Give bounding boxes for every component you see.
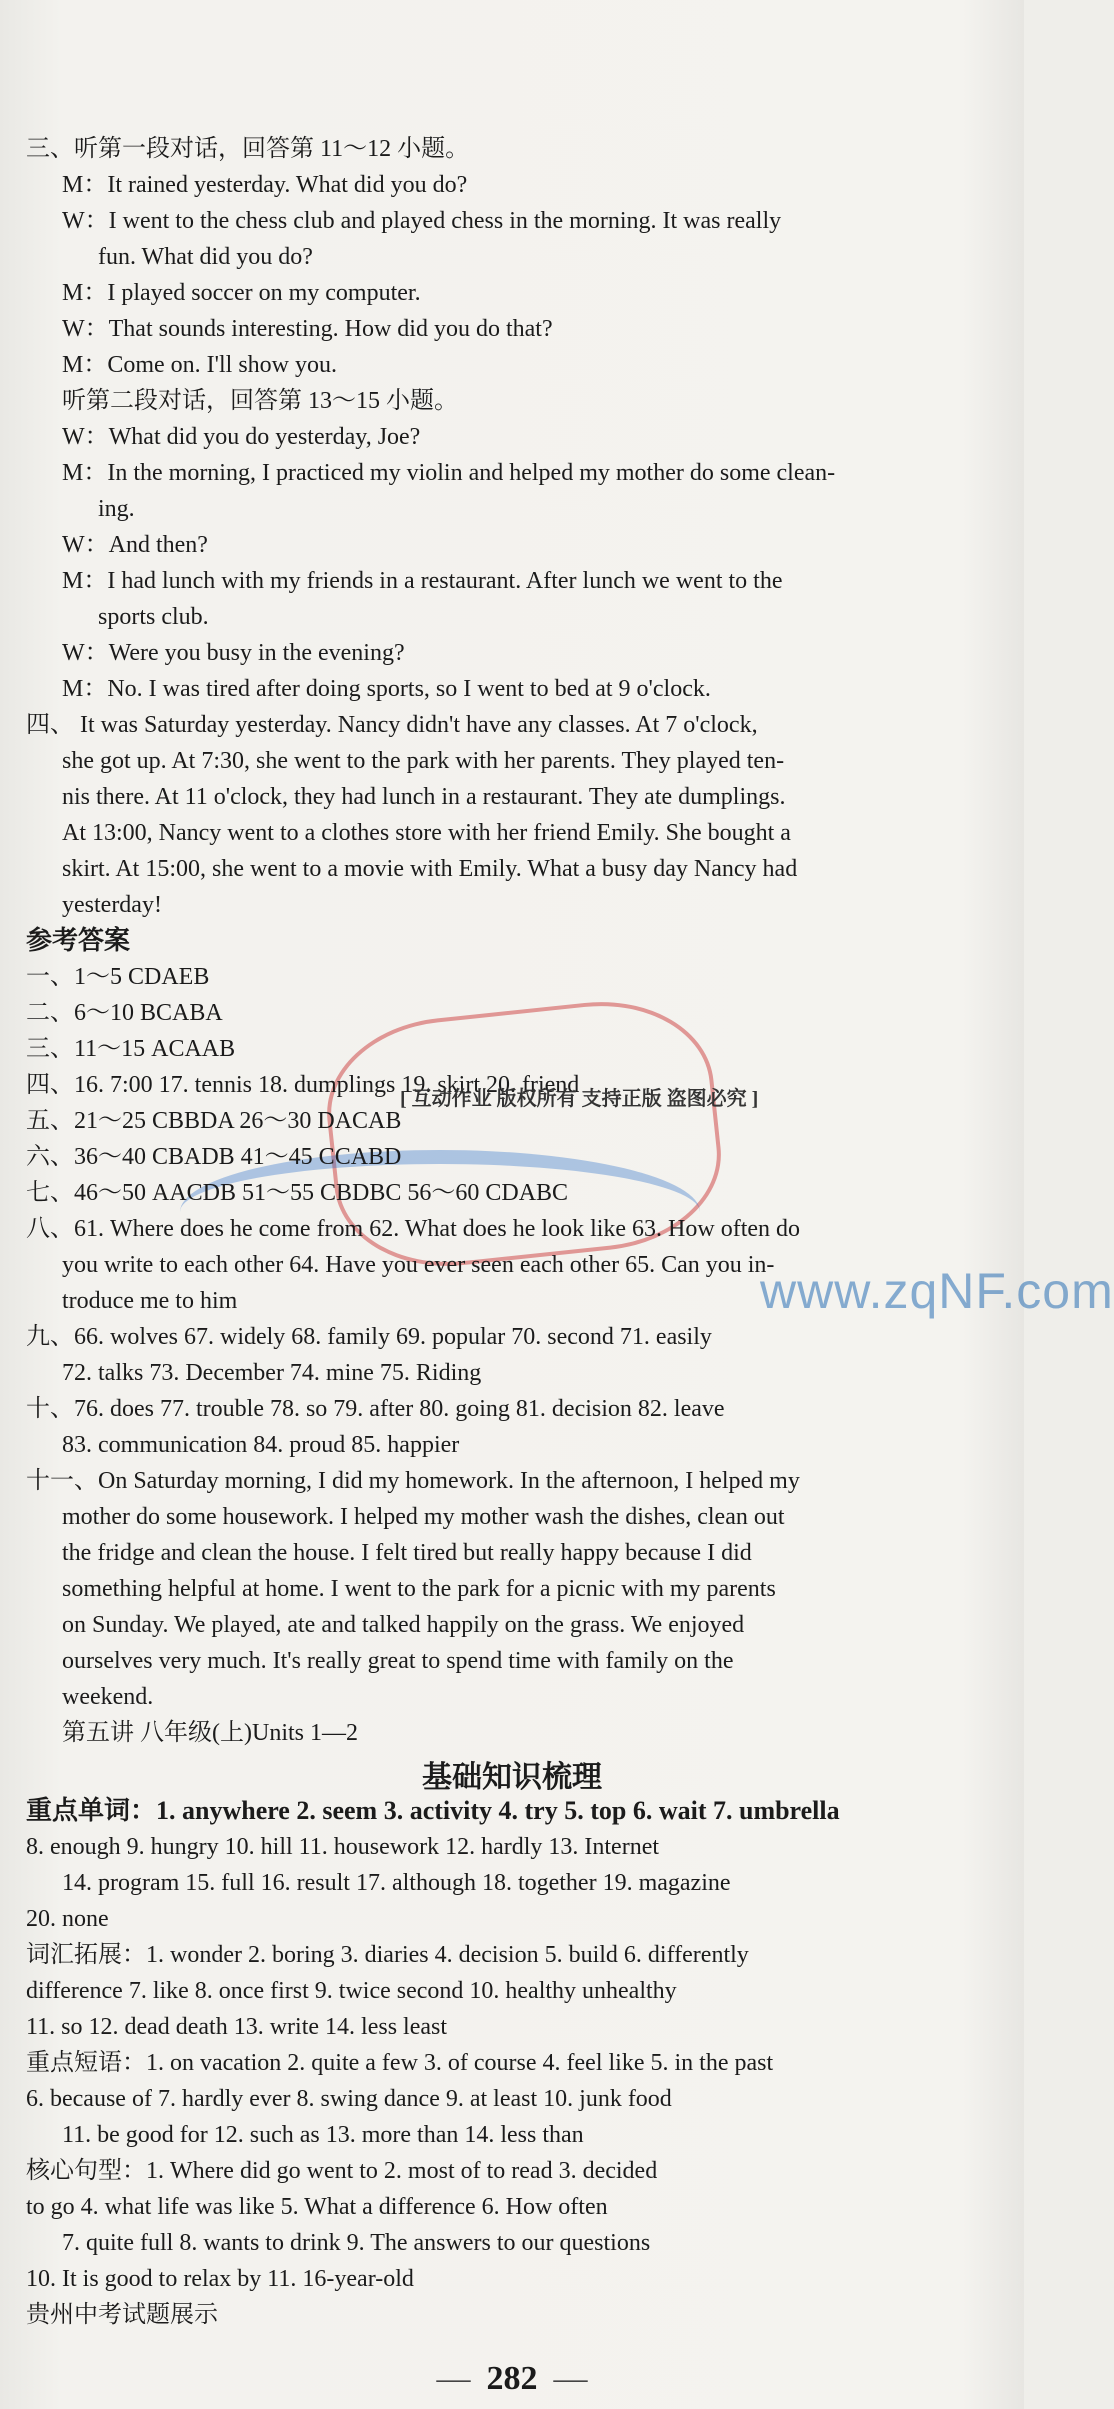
watermark-note: [ 互动作业 版权所有 支持正版 盗图必究 ] xyxy=(400,1088,759,1110)
answer-line: 72. talks 73. December 74. mine 75. Riding xyxy=(62,1360,482,1386)
writing-answer-line: mother do some housework. I helped my mother wash the dishes, clean out xyxy=(62,1504,785,1530)
passage-line: yesterday! xyxy=(62,892,162,918)
vocab-line: 词汇拓展：1. wonder 2. boring 3. diaries 4. decision 5. build 6. differently xyxy=(26,1942,749,1968)
writing-answer-line: the fridge and clean the house. I felt tired but really happy because I did xyxy=(62,1540,752,1566)
sentence-pattern-line: 贵州中考试题展示 xyxy=(26,2302,218,2328)
dialogue-line: M：I played soccer on my computer. xyxy=(62,280,421,306)
answer-line: 六、36～40 CBADB 41～45 CCABD xyxy=(26,1144,402,1170)
answer-line: 二、6～10 BCABA xyxy=(26,1000,223,1026)
vocab-line: 重点短语：1. on vacation 2. quite a few 3. of course 4. feel like 5. in the past xyxy=(26,2050,774,2076)
section-four-passage: 四、 It was Saturday yesterday. Nancy didn't have any classes. At 7 o'clock, xyxy=(26,712,758,738)
answer-line: 四、16. 7:00 17. tennis 18. dumplings 19. skirt 20. friend xyxy=(26,1072,580,1098)
dialogue-line: W：And then? xyxy=(62,532,208,558)
sentence-pattern-line: to go 4. what life was like 5. What a difference 6. How often xyxy=(26,2194,608,2220)
sentence-pattern-line: 7. quite full 8. wants to drink 9. The answers to our questions xyxy=(62,2230,651,2256)
answer-line: 五、21～25 CBBDA 26～30 DACAB xyxy=(26,1108,402,1134)
vocab-line: 8. enough 9. hungry 10. hill 11. housework 12. hardly 13. Internet xyxy=(26,1834,660,1860)
writing-answer-line: something helpful at home. I went to the park for a picnic with my parents xyxy=(62,1576,776,1602)
dialogue-line: ing. xyxy=(98,496,135,522)
writing-answer-line: 第五讲 八年级(上)Units 1—2 xyxy=(62,1720,358,1746)
section-heading: 重点单词：1. anywhere 2. seem 3. activity 4. try 5. top 6. wait 7. umbrella xyxy=(26,1796,840,1825)
dialogue-line: W：Were you busy in the evening? xyxy=(62,640,405,666)
dialogue-line: M：I had lunch with my friends in a restaurant. After lunch we went to the xyxy=(62,568,783,594)
second-dialogue-instruction: 听第二段对话，回答第 13～15 小题。 xyxy=(62,388,458,414)
writing-answer-line: ourselves very much. It's really great to spend time with family on the xyxy=(62,1648,734,1674)
answer-line: troduce me to him xyxy=(62,1288,238,1314)
answer-line: 九、66. wolves 67. widely 68. family 69. popular 70. second 71. easily xyxy=(26,1324,712,1350)
dialogue-line: W：I went to the chess club and played chess in the morning. It was really xyxy=(62,208,782,234)
answer-line: 十、76. does 77. trouble 78. so 79. after 80. going 81. decision 82. leave xyxy=(26,1396,725,1422)
vocab-line: 14. program 15. full 16. result 17. although 18. together 19. magazine xyxy=(62,1870,731,1896)
passage-line: she got up. At 7:30, she went to the park with her parents. They played ten- xyxy=(62,748,785,774)
page-number xyxy=(0,2360,1024,2398)
passage-line: skirt. At 15:00, she went to a movie with Emily. What a busy day Nancy had xyxy=(62,856,798,882)
dialogue-line: M：Come on. I'll show you. xyxy=(62,352,337,378)
dialogue-line: sports club. xyxy=(98,604,209,630)
answer-line: 一、1～5 CDAEB xyxy=(26,964,210,990)
vocab-line: difference 7. like 8. once first 9. twice second 10. healthy unhealthy xyxy=(26,1978,677,2004)
section-three-instruction: 三、听第一段对话，回答第 11～12 小题。 xyxy=(26,136,470,162)
lesson-title: 基础知识梳理 xyxy=(422,1761,602,1794)
dialogue-line: fun. What did you do? xyxy=(98,244,313,270)
dialogue-line: W：What did you do yesterday, Joe? xyxy=(62,424,421,450)
phrase-line: 6. because of 7. hardly ever 8. swing dance 9. at least 10. junk food xyxy=(26,2086,672,2112)
phrase-line: 核心句型：1. Where did go went to 2. most of to read 3. decided xyxy=(26,2158,658,2184)
dialogue-line: M：It rained yesterday. What did you do? xyxy=(62,172,468,198)
dialogue-line: M：No. I was tired after doing sports, so I went to bed at 9 o'clock. xyxy=(62,676,711,702)
answer-line: 三、11～15 ACAAB xyxy=(26,1036,236,1062)
answer-line: 八、61. Where does he come from 62. What does he look like 63. How often do xyxy=(26,1216,801,1242)
answer-line: 83. communication 84. proud 85. happier xyxy=(62,1432,460,1458)
phrase-line: 11. be good for 12. such as 13. more than 14. less than xyxy=(62,2122,584,2148)
passage-line: nis there. At 11 o'clock, they had lunch in a restaurant. They ate dumplings. xyxy=(62,784,786,810)
passage-line: At 13:00, Nancy went to a clothes store with her friend Emily. She bought a xyxy=(62,820,791,846)
vocab-line: 11. so 12. dead death 13. write 14. less least xyxy=(26,2014,448,2040)
dialogue-line: W：That sounds interesting. How did you do that? xyxy=(62,316,553,342)
watermark-url: www.zqNF.com xyxy=(760,1263,1114,1319)
page-number-value: 282 xyxy=(486,2360,538,2397)
answer-line: you write to each other 64. Have you ever seen each other 65. Can you in- xyxy=(62,1252,775,1278)
writing-answer-line: on Sunday. We played, ate and talked happily on the grass. We enjoyed xyxy=(62,1612,745,1638)
sentence-pattern-line: 10. It is good to relax by 11. 16-year-old xyxy=(26,2266,414,2292)
vocab-line: 20. none xyxy=(26,1906,109,1932)
dash-left: — xyxy=(436,2360,471,2397)
dash-right: — xyxy=(553,2360,588,2397)
writing-answer-line: weekend. xyxy=(62,1684,154,1710)
answer-line: 七、46～50 AACDB 51～55 CBDBC 56～60 CDABC xyxy=(26,1180,569,1206)
dialogue-line: M：In the morning, I practiced my violin and helped my mother do some clean- xyxy=(62,460,836,486)
writing-answer-line: 十一、On Saturday morning, I did my homework. In the afternoon, I helped my xyxy=(26,1468,800,1494)
answer-key-heading: 参考答案 xyxy=(26,926,131,955)
